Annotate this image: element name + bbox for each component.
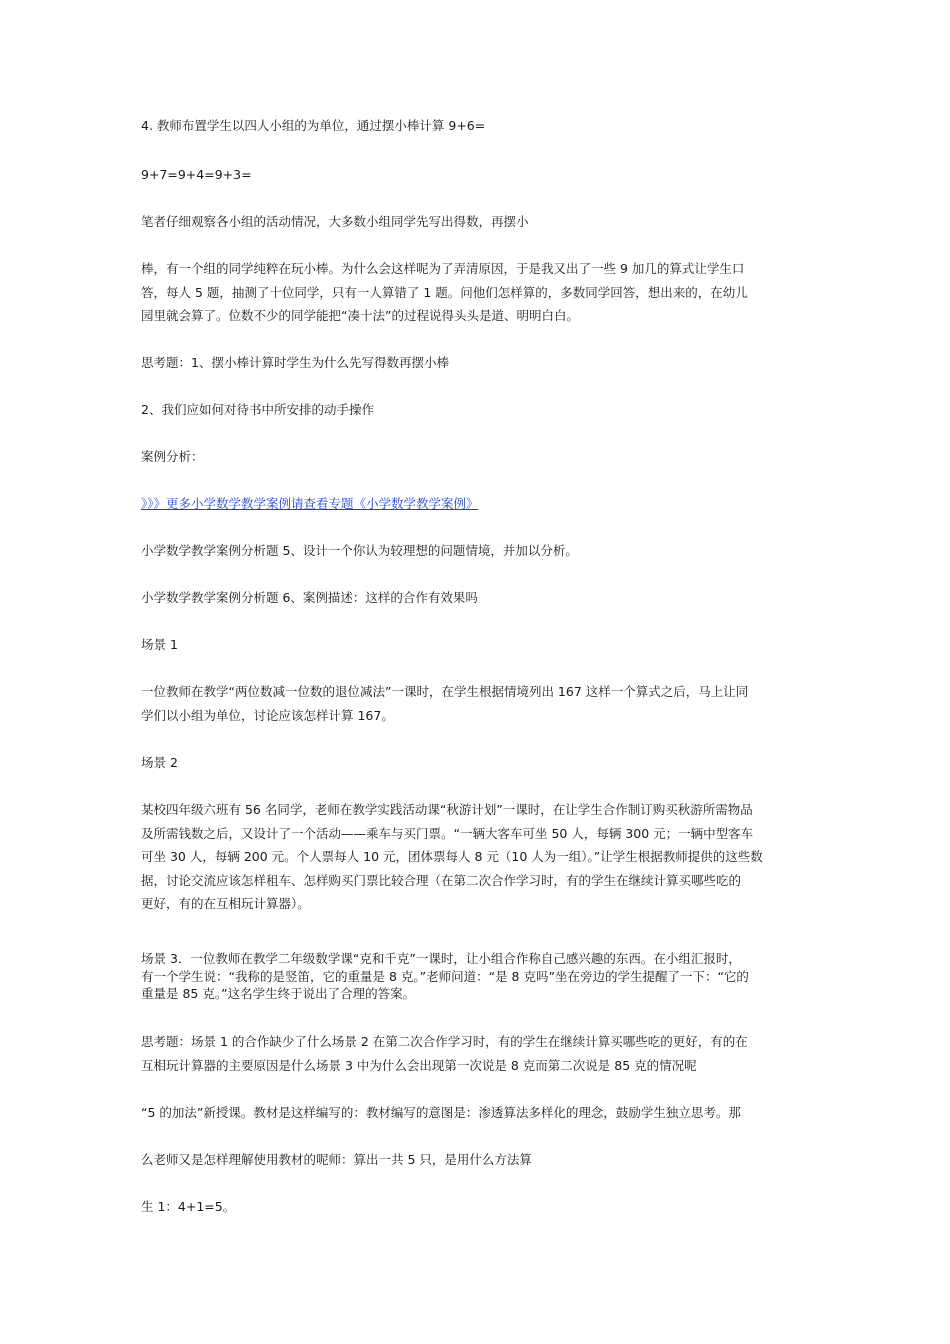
text-line: 有一个学生说：“我称的是竖笛，它的重量是 8 克。”老师问道：“是 8 克吗”坐在旁边的学生提醒了一下：“它的 <box>141 968 749 984</box>
text-line: 9+7=9+4=9+3= <box>141 167 252 182</box>
paragraph-case-analysis-heading <box>141 445 811 469</box>
text-line: 可坐 30 人，每辆 200 元。个人票每人 10 元，团体票每人 8 元（10 人为一组）。”让学生根据教师提供的这些数 <box>141 849 763 864</box>
text-line: 案例分析： <box>141 449 204 464</box>
text-line: 棒，有一个组的同学纯粹在玩小棒。为什么会这样呢为了弄清原因，于是我又出了一些 9 加几的算式让学生口 <box>141 261 745 276</box>
text-line: 思考题：场景 1 的合作缺少了什么场景 2 在第二次合作学习时，有的学生在继续计算买哪些吃的更好，有的在 <box>141 1034 748 1049</box>
paragraph-question-2 <box>141 398 811 422</box>
topic-link[interactable]: 》》》更多小学数学教学案例请查看专题《小学数学教学案例》 <box>141 496 479 511</box>
text-line: 么老师又是怎样理解使用教材的呢师：算出一共 5 只，是用什么方法算 <box>141 1152 532 1167</box>
paragraph-addition-lesson <box>141 1101 811 1125</box>
paragraph-question-1 <box>141 351 811 375</box>
text-line: “5 的加法”新授课。教材是这样编写的：教材编写的意图是：渗透算法多样化的理念，鼓励学生独立思考。那 <box>141 1105 741 1120</box>
paragraph-equations <box>141 163 811 187</box>
text-line: 更好，有的在互相玩计算器）。 <box>141 896 310 911</box>
text-line: 小学数学教学案例分析题 6、案例描述：这样的合作有效果吗 <box>141 590 478 605</box>
text-line: 及所需钱数之后，又设计了一个活动——乘车与买门票。“一辆大客车可坐 50 人，每辆 300 元；一辆中型客车 <box>141 825 754 841</box>
paragraph-topic-link <box>141 492 811 516</box>
text-line: 一位教师在教学“两位数减一位数的退位减法”一课时，在学生根据情境列出 167 这样一个算式之后，马上让同 <box>141 684 749 699</box>
paragraph-teacher-question <box>141 1148 811 1172</box>
text-line: 据，讨论交流应该怎样租车、怎样购买门票比较合理（在第二次合作学习时，有的学生在继续计算买哪些吃的 <box>141 872 742 888</box>
paragraph-task-4 <box>141 114 811 138</box>
paragraph-scene-2-heading <box>141 751 811 775</box>
text-line: 思考题：1、摆小棒计算时学生为什么先写得数再摆小棒 <box>141 355 449 370</box>
text-line: 笔者仔细观察各小组的活动情况，大多数小组同学先写出得数，再摆小 <box>141 214 529 229</box>
paragraph-question-5 <box>141 539 811 563</box>
text-line: 互相玩计算器的主要原因是什么场景 3 中为什么会出现第一次说是 8 克而第二次说是 85 克的情况呢 <box>141 1057 697 1073</box>
paragraph-student-answer <box>141 1195 811 1219</box>
text-line: 4. 教师布置学生以四人小组的为单位，通过摆小棒计算 9+6= <box>141 118 486 133</box>
text-line: 答，每人 5 题，抽测了十位同学，只有一人算错了 1 题。问他们怎样算的，多数同学回答，想出来的，在幼儿 <box>141 284 748 300</box>
text-line: 重量是 85 克。”这名学生终于说出了合理的答案。 <box>141 986 416 1001</box>
text-line: 某校四年级六班有 56 名同学，老师在教学实践活动课“秋游计划”一课时，在让学生合作制订购买秋游所需物品 <box>141 802 753 817</box>
text-line: 场景 3．一位教师在教学二年级数学课“克和千克”一课时，让小组合作称自己感兴趣的东西。在小组汇报时， <box>141 951 741 966</box>
paragraph-observation-detail <box>141 257 811 328</box>
text-line: 小学数学教学案例分析题 5、设计一个你认为较理想的问题情境，并加以分析。 <box>141 543 578 558</box>
text-line: 场景 1 <box>141 637 178 652</box>
paragraph-observation <box>141 210 811 234</box>
paragraph-reflection <box>141 1030 811 1077</box>
paragraph-scene-3 <box>141 950 811 1003</box>
text-line: 2、我们应如何对待书中所安排的动手操作 <box>141 402 374 417</box>
paragraph-scene-1 <box>141 680 811 727</box>
text-line: 生 1：4+1=5。 <box>141 1199 236 1214</box>
paragraph-question-6 <box>141 586 811 610</box>
paragraph-scene-2 <box>141 798 811 916</box>
text-line: 场景 2 <box>141 755 178 770</box>
text-line: 园里就会算了。位数不少的同学能把“凑十法”的过程说得头头是道、明明白白。 <box>141 308 579 323</box>
paragraph-scene-1-heading <box>141 633 811 657</box>
text-line: 学们以小组为单位，讨论应该怎样计算 167。 <box>141 707 394 723</box>
